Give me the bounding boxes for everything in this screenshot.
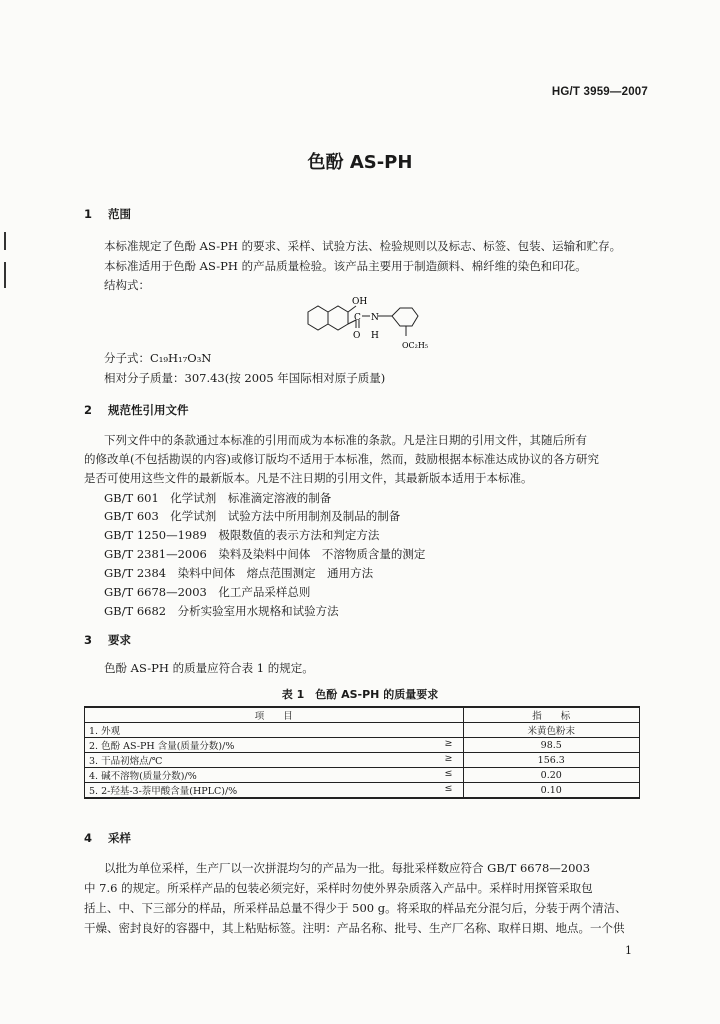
table-cell-item [85, 783, 464, 799]
comparison-operator: ≤ [444, 783, 453, 794]
page-number: 1 [625, 944, 632, 957]
reference-item [104, 584, 310, 600]
structural-formula [296, 290, 446, 354]
item-label: 4. 碱不溶物(质量分数)/% [89, 771, 197, 782]
comparison-operator: ≥ [444, 753, 453, 764]
reference-title: 化学试剂 标准滴定溶液的制备 [170, 491, 332, 505]
reference-title: 分析实验室用水规格和试验方法 [177, 604, 339, 618]
table-cell-value: 0.20 [463, 768, 639, 783]
table-cell-value: 156.3 [463, 753, 639, 768]
section-title: 要求 [108, 633, 132, 647]
section-3-heading [84, 632, 131, 648]
standard-number: HG/T 3959—2007 [551, 86, 648, 98]
reference-title: 极限数值的表示方法和判定方法 [218, 528, 380, 542]
structure-o-label: O [353, 331, 361, 341]
reference-code: GB/T 2381—2006 [104, 547, 207, 561]
paragraph-line: 的修改单(不包括勘误的内容)或修订版均不适用于本标准，然而，鼓励根据本标准达成协议的各方研究 [84, 452, 599, 466]
structure-h-label: H [371, 331, 379, 341]
table-caption: 表 1 色酚 AS-PH 的质量要求 [281, 688, 439, 701]
paragraph-line: 本标准适用于色酚 AS-PH 的产品质量检验。该产品主要用于制造颜料、棉纤维的染色和印花。 [104, 259, 587, 273]
paragraph-line: 括上、中、下三部分的样品，所采样品总量不得少于 500 g。将采取的样品充分混匀后，分装于两个清洁、 [84, 901, 627, 915]
structure-oh-label: OH [352, 297, 368, 307]
reference-code: GB/T 1250—1989 [104, 528, 207, 542]
scan-mark [4, 262, 6, 288]
page-title: 色酚 AS-PH [307, 152, 413, 173]
paragraph-line: 干燥、密封良好的容器中，其上粘贴标签。注明：产品名称、批号、生产厂名称、取样日期、地点。一个供 [84, 921, 625, 935]
reference-code: GB/T 601 [104, 491, 159, 505]
table-cell-item [85, 738, 464, 753]
paragraph-line: 下列文件中的条款通过本标准的引用而成为本标准的条款。凡是注日期的引用文件，其随后所有 [104, 433, 587, 447]
table-cell-item [85, 768, 464, 783]
molecular-formula: 分子式：C₁₉H₁₇O₃N [104, 351, 212, 365]
table-row [85, 768, 640, 783]
item-label: 1. 外观 [89, 726, 121, 737]
reference-title: 染料及染料中间体 不溶物质含量的测定 [218, 547, 426, 561]
table-row [85, 753, 640, 768]
molecular-mass: 相对分子质量：307.43(按 2005 年国际相对原子质量) [104, 371, 386, 385]
paragraph-line: 结构式： [104, 278, 150, 292]
requirements-table [84, 706, 640, 799]
reference-item [104, 508, 400, 524]
table-row [85, 738, 640, 753]
table-header-row [85, 707, 640, 723]
reference-item [104, 546, 425, 562]
reference-item [104, 527, 379, 543]
comparison-operator: ≤ [444, 768, 453, 779]
reference-code: GB/T 6682 [104, 604, 167, 618]
comparison-operator: ≥ [444, 738, 453, 749]
table-cell-item [85, 723, 464, 738]
section-1-heading [84, 206, 131, 222]
section-number: 3 [84, 633, 93, 647]
reference-title: 染料中间体 熔点范围测定 通用方法 [177, 566, 374, 580]
structure-n-label: N [371, 313, 379, 323]
structure-oc2h5-label: OC₂H₅ [402, 341, 429, 350]
item-label: 2. 色酚 AS-PH 含量(质量分数)/% [89, 741, 235, 752]
paragraph-line: 中 7.6 的规定。所采样产品的包装必须完好，采样时勿使外界杂质落入产品中。采样时用探管采取包 [84, 881, 593, 895]
table-header-item: 项 目 [85, 707, 464, 723]
paragraph-line: 色酚 AS-PH 的质量应符合表 1 的规定。 [104, 661, 314, 675]
structure-c-label: C [354, 313, 361, 323]
table-row [85, 783, 640, 799]
paragraph-line: 本标准规定了色酚 AS-PH 的要求、采样、试验方法、检验规则以及标志、标签、包装、运输和贮存。 [104, 239, 622, 253]
section-title: 范围 [108, 207, 132, 221]
table-cell-value: 98.5 [463, 738, 639, 753]
section-number: 4 [84, 831, 93, 845]
table-cell-value: 米黄色粉末 [463, 723, 639, 738]
scan-mark [4, 232, 6, 250]
paragraph-line: 是否可使用这些文件的最新版本。凡是不注日期的引用文件，其最新版本适用于本标准。 [84, 471, 533, 485]
reference-code: GB/T 6678—2003 [104, 585, 207, 599]
table-cell-item [85, 753, 464, 768]
item-label: 3. 干品初熔点/℃ [89, 756, 163, 767]
section-number: 1 [84, 207, 93, 221]
paragraph-line: 以批为单位采样，生产厂以一次拼混均匀的产品为一批。每批采样数应符合 GB/T 6678—2003 [104, 861, 591, 875]
reference-code: GB/T 603 [104, 509, 159, 523]
section-number: 2 [84, 403, 93, 417]
table-header-value: 指 标 [463, 707, 639, 723]
reference-item [104, 603, 339, 619]
section-2-heading [84, 402, 189, 418]
item-label: 5. 2-羟基-3-萘甲酸含量(HPLC)/% [89, 786, 238, 797]
table-row [85, 723, 640, 738]
table-cell-value: 0.10 [463, 783, 639, 799]
reference-item [104, 490, 331, 506]
section-title: 采样 [108, 831, 132, 845]
section-4-heading [84, 830, 131, 846]
section-title: 规范性引用文件 [108, 403, 189, 417]
reference-code: GB/T 2384 [104, 566, 167, 580]
reference-title: 化工产品采样总则 [218, 585, 311, 599]
reference-item [104, 565, 373, 581]
reference-title: 化学试剂 试验方法中所用制剂及制品的制备 [170, 509, 401, 523]
